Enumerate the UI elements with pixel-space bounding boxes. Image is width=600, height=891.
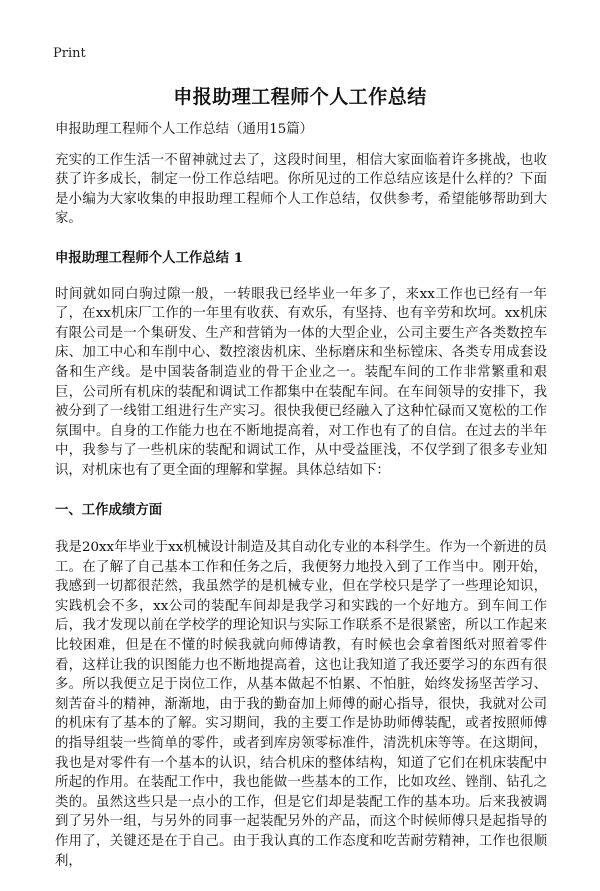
article-body	[55, 120, 547, 891]
document-subtitle: 申报助理工程师个人工作总结（通用15篇）	[55, 122, 314, 137]
intro-paragraph: 充实的工作生活一不留神就过去了，这段时间里，相信大家面临着许多挑战，也收获了许多成长，制定一份工作总结吧。你所见过的工作总结应该是什么样的？下面是小编为大家收集的申报助理工程师个人工作总结，仅供参考，希望能够帮助到大家。	[55, 152, 547, 227]
article-heading: 申报助理工程师个人工作总结 1	[55, 249, 244, 266]
body-paragraph-1: 时间就如同白驹过隙一般，一转眼我已经毕业一年多了，来xx工作也已经有一年了，在xx机床厂工作的一年里有收获、有欢乐，有坚持、也有辛劳和坎坷。xx机床有限公司是一个集研发、生产和营销为一体的大型企业，公司主要生产各类数控车床、加工中心和车削中心、数控滚齿机床、坐标磨床和坐标镗床、各类专用成套设备和生产线。是中国装备制造业的骨干企业之一。装配车间的工作非常繁重和艰巨，公司所有机床的装配和调试工作都集中在装配车间。在车间领导的安排下，我被分到了一线钳工组进行生产实习。很快我便已经融入了这种忙碌而又宽松的工作氛围中。自身的工作能力也在不断地提高着，对工作也有了的自信。在过去的半年中，我参与了一些机床的装配和调试工作，从中受益匪浅，不仅学到了很多专业知识，对机床也有了更全面的理解和掌握。具体总结如下：	[55, 286, 547, 478]
body-paragraph-2: 我是20xx年毕业于xx机械设计制造及其自动化专业的本科学生。作为一个新进的员工。在了解了自己基本工作和任务之后，我便努力地投入到了工作当中。刚开始，我感到一切都很茫然，我虽然学的是机械专业，但在学校只是学了一些理论知识，实践机会不多，xx公司的装配车间却是我学习和实践的一个好地方。到车间工作后，我才发现以前在学校学的理论知识与实际工作联系不是很紧密，所以工作起来比较困难，但是在不懂的时候我就向师傅请教，有时候也会拿着图纸对照着零件看，这样让我的识图能力也不断地提高着，这也让我知道了我还要学习的东西有很多。所以我便立足于岗位工作，从基本做起不怕累、不怕脏，始终发扬坚苦学习、刻苦奋斗的精神，渐渐地，由于我的勤奋加上师傅的耐心指导，很快，我就对公司的机床有了基本的了解。实习期间，我的主要工作是协助师傅装配，或者按照师傅的指导组装一些简单的零件，或者到库房领零标准件，清洗机床等等。在这期间，我也是对零件有一个基本的认识，结合机床的整体结构，知道了它们在机床装配中所起的作用。在装配工作中，我也能做一些基本的工作，比如攻丝、锉削、钻孔之类的。虽然这些只是一点小的工作，但是它们却是装配工作的基本功。后来我被调到了另外一组，与另外的同事一起装配另外的产品，而这个时候师傅只是起指导的作用了，关键还是在于自己。由于我认真的工作态度和吃苦耐劳精神，工作也很顺利，	[55, 540, 547, 869]
page-title: 申报助理工程师个人工作总结	[173, 86, 427, 108]
section-heading-work-results: 一、工作成绩方面	[55, 501, 163, 518]
print-link[interactable]: Print	[53, 46, 86, 61]
